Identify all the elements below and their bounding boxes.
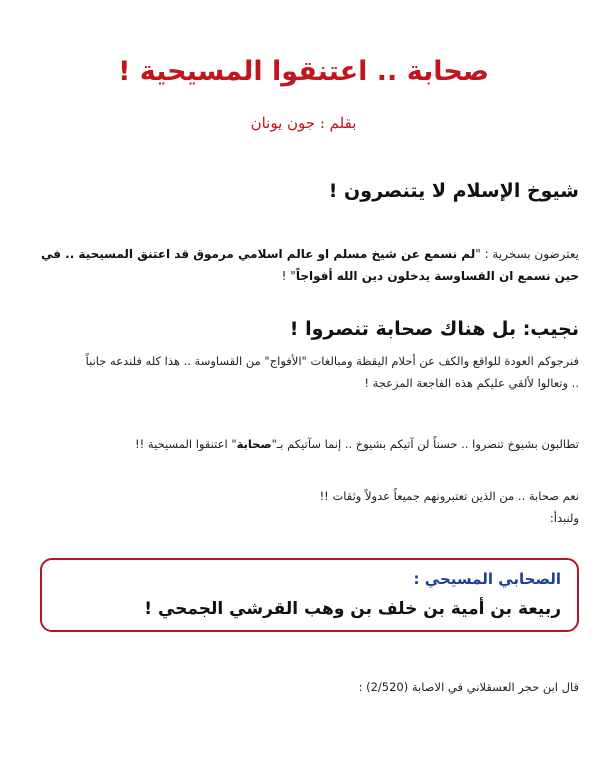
reply-p3-line1: نعم صحابة .. من الذين تعتبرونهم جميعاً عدولاً وثقات !! (319, 489, 579, 503)
section-heading-sheikhs: شيوخ الإسلام لا يتنصرون ! (328, 180, 579, 202)
callout-label: الصحابي المسيحي : (413, 570, 561, 588)
objection-closing: " ! (281, 269, 296, 283)
reply-p2-part1: تطالبون بشيوخ تنصروا .. حسناً لن آتيكم بشيوخ .. إنما سآتيكم بـ" (271, 437, 579, 451)
author-byline: بقلم : جون يونان (250, 114, 357, 132)
objection-intro: يعترضون بسخرية : " (475, 247, 579, 261)
reply-p2-part2: " اعتنقوا المسيحية !! (135, 437, 237, 451)
reply-paragraph-3 (28, 485, 579, 529)
reply-p1-line2: .. وتعالوا لألقي عليكم هذه الفاجعة المزعجة ! (364, 376, 579, 390)
objection-quote-line1: لم نسمع عن شيخ مسلم او عالم اسلامي مرموق قد اعتنق المسيحية .. في (40, 247, 476, 261)
reply-p2-bold: صحابة (236, 437, 272, 451)
objection-paragraph (28, 243, 579, 287)
companion-callout-box (40, 558, 579, 632)
reply-p3-line2: ولنبدأ: (549, 511, 579, 525)
objection-quote-line2: حين نسمع ان القساوسة يدخلون دين الله أفواجاً (295, 269, 579, 283)
reply-paragraph-2 (28, 433, 579, 455)
callout-companion-name: ربيعة بن أمية بن خلف بن وهب القرشي الجمحي ! (144, 599, 561, 619)
citation-line: قال ابن حجر العسقلاني في الاصابة (2/520) : (358, 680, 579, 694)
reply-p1-line1: فنرجوكم العودة للواقع والكف عن أحلام اليقظة ومبالغات "الأفواج" من القساوسة .. هذا كله فلندعه جانباً (85, 354, 579, 368)
reply-paragraph-1 (28, 350, 579, 394)
section-heading-companions: نجيب: بل هناك صحابة تنصروا ! (289, 318, 579, 340)
document-title: صحابة .. اعتنقوا المسيحية ! (118, 56, 489, 87)
